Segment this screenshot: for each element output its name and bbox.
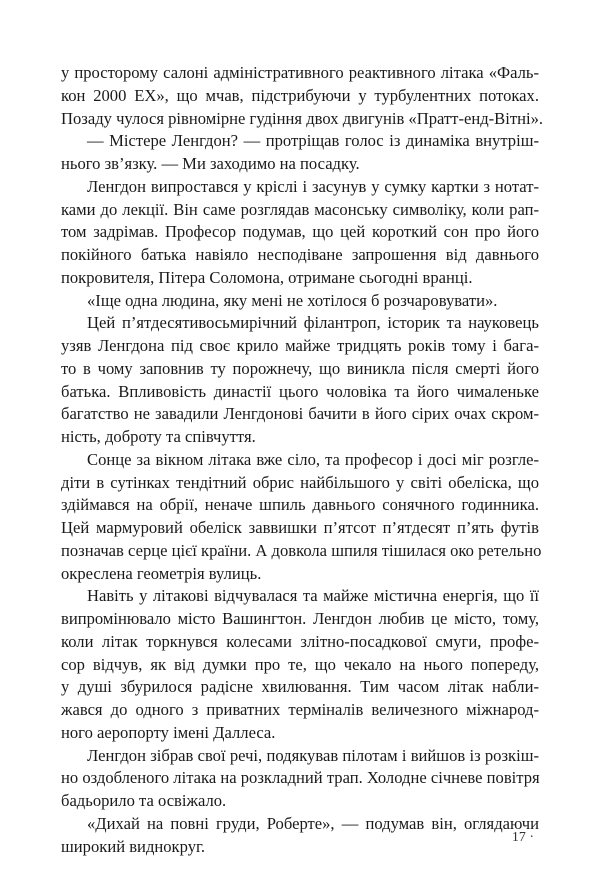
text-line: «Іще одна людина, яку мені не хотілося б розчаровувати».: [87, 290, 498, 310]
text-line: ність, доброту та співчуття.: [61, 427, 256, 446]
text-line: Цей п’ятдесятивосьмирічний філантроп, історик та науковець: [87, 313, 539, 333]
text-line: Ленгдон випростався у кріслі і засунув у сумку картки з нотат-: [87, 176, 539, 196]
text-line: ками до лекції. Він саме розглядав масонську символіку, коли рап-: [61, 199, 539, 219]
paragraph: [61, 130, 539, 176]
text-line: Навіть у літакові відчувалася та майже містична енергія, що її: [87, 586, 539, 606]
body-text: [61, 62, 544, 858]
text-line: кон 2000 ЕХ», що мчав, підстрибуючи у турбулентних потоках.: [61, 85, 539, 105]
text-line: «Дихай на повні груди, Роберте», — подумав він, оглядаючи: [87, 813, 539, 833]
text-line: покійного батька навіяло несподіване запрошення від давнього: [61, 245, 539, 264]
text-line: у душі збурилося радісне хвилювання. Тим часом літак набли-: [61, 677, 539, 697]
text-line: бадьорило та освіжало.: [61, 791, 227, 810]
paragraph: [61, 290, 539, 313]
text-line: здіймався на обрії, неначе шпиль давнього сонячного годинника.: [61, 495, 539, 515]
text-line: Сонце за вікном літака вже сіло, та професор і досі міг розгле-: [87, 449, 539, 469]
text-line: широкий виднокруг.: [61, 836, 206, 856]
text-line: но оздобленого літака на розкладний трап. Холодне січневе повітря: [61, 768, 540, 788]
text-line: то в чому заповнив ту порожнечу, що виникла після смерті його: [61, 358, 539, 378]
text-line: сор відчув, як від думки про те, що чекало на нього попереду,: [61, 654, 539, 674]
text-line: покровителя, Пітера Соломона, отримане сьогодні вранці.: [61, 267, 473, 287]
text-line: випромінювало місто Вашингтон. Ленгдон любив це місто, тому,: [61, 609, 539, 628]
text-line: Позаду чулося рівномірне гудіння двох двигунів «Пратт-енд-Вітні».: [61, 108, 544, 128]
text-line: Ленгдон зібрав свої речі, подякував пілотам і вийшов із розкіш-: [87, 745, 539, 765]
text-line: у просторому салоні адміністративного реактивного літака «Фаль-: [61, 63, 539, 82]
text-line: багатство не завадили Ленгдонові бачити в його сірих очах скром-: [61, 404, 539, 424]
text-line: ного аеропорту імені Даллеса.: [61, 722, 276, 742]
paragraph: [61, 312, 539, 449]
text-line: батька. Впливовість династії цього чоловіка та його чималеньке: [61, 381, 539, 401]
paragraph: [61, 62, 544, 130]
text-line: окреслена геометрія вулиць.: [61, 563, 262, 583]
text-line: Цей мармуровий обеліск заввишки п’ятсот п’ятдесят п’ять футів: [61, 518, 539, 537]
paragraph: [61, 585, 539, 744]
page-number: 17 ·: [511, 830, 534, 845]
text-line: коли літак торкнувся колесами злітно-посадкової смуги, профе-: [61, 631, 539, 651]
text-line: жався до одного з приватних терміналів величезного міжнарод-: [61, 700, 539, 719]
paragraph: [61, 176, 539, 290]
text-line: — Містере Ленгдон? — протріщав голос із динаміка внутріш-: [87, 131, 539, 151]
text-line: діти в сутінках тендітний обрис найбільшого у світі обеліска, що: [61, 472, 539, 492]
text-line: узяв Ленгдона під своє крило майже тридцять років тому і бага-: [61, 336, 539, 355]
paragraph: [61, 449, 542, 586]
text-line: позначав серце цієї країни. А довкола шпиля тішилася око ретельно: [61, 540, 542, 560]
text-line: том задрімав. Професор подумав, що цей короткий сон про його: [61, 222, 539, 242]
text-line: нього зв’язку. — Ми заходимо на посадку.: [61, 154, 360, 173]
paragraph: [61, 745, 539, 813]
paragraph: [61, 813, 539, 859]
